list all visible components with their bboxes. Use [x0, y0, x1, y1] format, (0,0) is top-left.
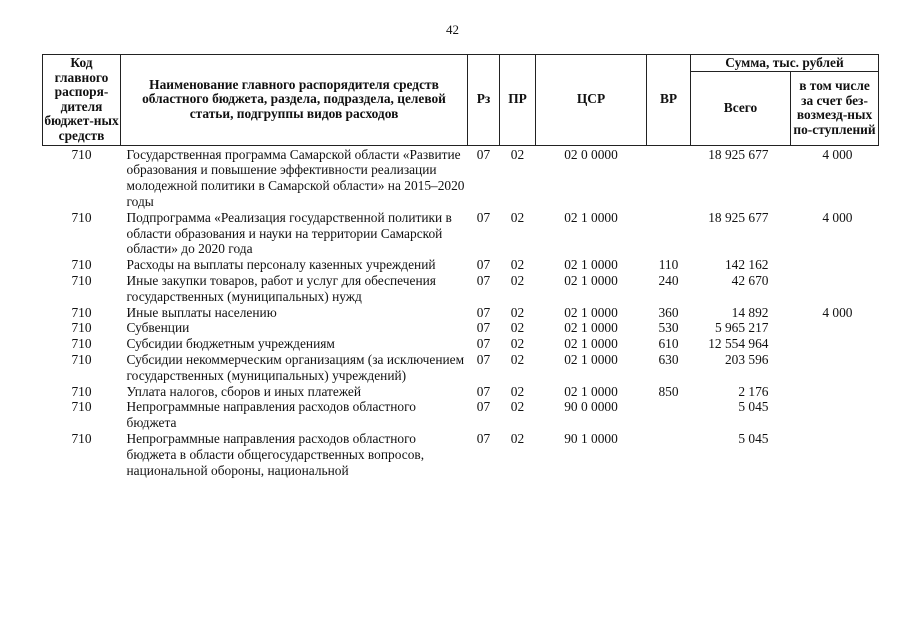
table-body [43, 145, 879, 478]
cell-code: 710 [71, 336, 92, 352]
cell-vr [647, 145, 691, 210]
cell-code: 710 [71, 209, 92, 225]
cell-pr: 02 [510, 257, 525, 273]
cell-code: 710 [71, 257, 92, 273]
cell-free [791, 399, 879, 431]
table-row [43, 210, 879, 257]
cell-pr: 02 [510, 399, 525, 415]
header-total: Всего [691, 72, 791, 146]
header-sum: Сумма, тыс. рублей [691, 55, 879, 72]
cell-free [791, 384, 879, 400]
cell-vr: 530 [658, 320, 679, 336]
cell-free [791, 320, 879, 336]
cell-csr: 02 1 0000 [564, 336, 618, 352]
cell-rz: 07 [476, 209, 491, 225]
cell-free [791, 352, 879, 384]
cell-total: 18 925 677 [708, 146, 769, 162]
cell-csr: 02 1 0000 [564, 272, 618, 288]
cell-name: Подпрограмма «Реализация государственной политики в области образования и науки на территории Самарской области» до 2020 года [126, 209, 452, 257]
cell-pr: 02 [510, 430, 525, 446]
cell-csr: 90 1 0000 [564, 430, 618, 446]
cell-rz: 07 [476, 146, 491, 162]
cell-csr: 02 1 0000 [564, 304, 618, 320]
cell-csr: 02 1 0000 [564, 257, 618, 273]
cell-rz: 07 [476, 257, 491, 273]
table-row [43, 320, 879, 336]
header-name: Наименование главного распорядителя средств областного бюджета, раздела, подраздела, целевой статьи, подгруппы видов расходов [121, 55, 468, 146]
cell-free [791, 336, 879, 352]
cell-rz: 07 [476, 336, 491, 352]
header-csr: ЦСР [536, 55, 647, 146]
cell-code: 710 [71, 146, 92, 162]
table-row [43, 399, 879, 431]
table-row [43, 273, 879, 305]
header-free: в том числе за счет без-возмезд-ных по-ступлений [791, 72, 879, 146]
cell-name: Субвенции [126, 320, 190, 336]
cell-vr: 630 [658, 351, 679, 367]
cell-csr: 90 0 0000 [564, 399, 618, 415]
cell-name: Непрограммные направления расходов областного бюджета в области общегосударственных вопросов, национальной обороны, национальной [126, 430, 425, 478]
cell-code: 710 [71, 430, 92, 446]
cell-vr [647, 210, 691, 257]
cell-pr: 02 [510, 304, 525, 320]
cell-vr [647, 399, 691, 431]
cell-pr: 02 [510, 146, 525, 162]
header-pr: ПР [500, 55, 536, 146]
header-rz: Рз [468, 55, 500, 146]
cell-pr: 02 [510, 272, 525, 288]
cell-rz: 07 [476, 399, 491, 415]
cell-rz: 07 [476, 430, 491, 446]
cell-free: 4 000 [822, 146, 853, 162]
cell-code: 710 [71, 304, 92, 320]
budget-table-container [42, 54, 879, 478]
cell-total: 12 554 964 [708, 336, 769, 352]
cell-pr: 02 [510, 383, 525, 399]
cell-vr: 850 [658, 383, 679, 399]
cell-pr: 02 [510, 209, 525, 225]
cell-rz: 07 [476, 304, 491, 320]
header-vr: ВР [647, 55, 691, 146]
cell-code: 710 [71, 272, 92, 288]
cell-code: 710 [71, 383, 92, 399]
cell-total: 2 176 [738, 383, 769, 399]
cell-csr: 02 1 0000 [564, 320, 618, 336]
cell-free [791, 273, 879, 305]
page-number: 42 [446, 22, 459, 37]
cell-free: 4 000 [822, 209, 853, 225]
cell-total: 18 925 677 [708, 209, 769, 225]
cell-csr: 02 1 0000 [564, 383, 618, 399]
cell-total: 203 596 [724, 351, 769, 367]
cell-code: 710 [71, 351, 92, 367]
cell-free [791, 257, 879, 273]
cell-pr: 02 [510, 351, 525, 367]
cell-pr: 02 [510, 336, 525, 352]
cell-code: 710 [71, 320, 92, 336]
cell-name: Субсидии некоммерческим организациям (за исключением государственных (муниципальных) учреждений) [126, 351, 465, 383]
cell-pr: 02 [510, 320, 525, 336]
cell-free: 4 000 [822, 304, 853, 320]
table-row [43, 384, 879, 400]
table-row [43, 257, 879, 273]
cell-vr: 610 [658, 336, 679, 352]
cell-vr: 240 [658, 272, 679, 288]
cell-vr [647, 431, 691, 478]
cell-name: Расходы на выплаты персоналу казенных учреждений [126, 257, 436, 273]
cell-name: Иные закупки товаров, работ и услуг для обеспечения государственных (муниципальных) нужд [126, 272, 436, 304]
cell-rz: 07 [476, 383, 491, 399]
table-header [43, 55, 879, 146]
table-row [43, 431, 879, 478]
cell-name: Уплата налогов, сборов и иных платежей [126, 383, 362, 399]
budget-table [42, 54, 879, 478]
cell-total: 42 670 [731, 272, 769, 288]
cell-csr: 02 0 0000 [564, 146, 618, 162]
cell-free [791, 431, 879, 478]
cell-total: 142 162 [724, 257, 769, 273]
cell-total: 5 045 [738, 399, 769, 415]
cell-name: Непрограммные направления расходов областного бюджета [126, 399, 416, 431]
table-row [43, 305, 879, 321]
table-row [43, 336, 879, 352]
cell-name: Иные выплаты населению [126, 304, 277, 320]
cell-total: 5 045 [738, 430, 769, 446]
cell-vr: 110 [658, 257, 679, 273]
cell-rz: 07 [476, 320, 491, 336]
cell-rz: 07 [476, 272, 491, 288]
cell-name: Субсидии бюджетным учреждениям [126, 336, 335, 352]
cell-vr: 360 [658, 304, 679, 320]
cell-name: Государственная программа Самарской области «Развитие образования и повышение эффективности реализации молодежной политики в Самарской области» на 2015–2020 годы [126, 146, 465, 209]
table-row [43, 145, 879, 210]
header-code: Код главного распоря-дителя бюджет-ных средств [43, 55, 121, 146]
cell-code: 710 [71, 399, 92, 415]
table-row [43, 352, 879, 384]
cell-rz: 07 [476, 351, 491, 367]
cell-total: 14 892 [731, 304, 769, 320]
cell-csr: 02 1 0000 [564, 351, 618, 367]
cell-csr: 02 1 0000 [564, 209, 618, 225]
cell-total: 5 965 217 [714, 320, 769, 336]
